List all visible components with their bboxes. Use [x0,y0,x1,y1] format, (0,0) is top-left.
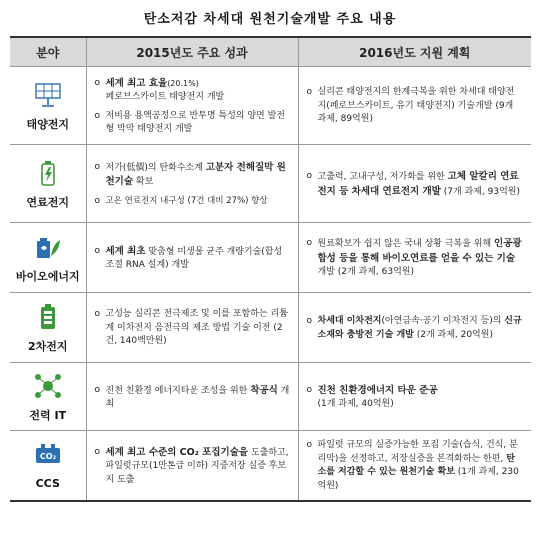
result-2015-cell [86,363,298,431]
category-label: 연료전지 [26,195,69,209]
co2-capture-icon [33,439,63,469]
rechargeable-battery-icon [33,302,63,332]
header-2015: 2015년도 주요 성과 [86,37,298,67]
category-cell [10,431,86,501]
list-item: o 저가(低價)의 탄화수소계 고분자 전해질막 원천기술 확보 [94,161,286,188]
result-2015-cell [86,145,298,223]
biofuel-icon [33,232,63,262]
category-label: 바이오에너지 [15,269,80,283]
plan-2016-cell [298,67,531,145]
category-label: 태양전지 [26,117,69,131]
list-item: o 차세대 이차전지(아연금속·공기 이차전지 등)의 신규소재와 충방전 기술 개발 (2개 과제, 20억원) [306,316,522,340]
plan-2016-cell [298,293,531,363]
table-row [10,293,531,363]
table-header-row [10,37,531,67]
table-row [10,363,531,431]
solar-panel-icon [33,80,63,110]
list-item: o 원료확보가 쉽지 않은 국내 상황 극복을 위해 인공광합성 등을 통해 바이오연료를 얻을 수 있는 기술 개발 (2개 과제, 63억원) [306,238,522,278]
result-2015-cell [86,431,298,501]
category-label: CCS [35,477,60,491]
page-title: 탄소저감 차세대 원천기술개발 주요 내용 [143,12,397,27]
category-cell [10,145,86,223]
table-row [10,67,531,145]
table-row [10,223,531,293]
category-cell [10,67,86,145]
list-item: o 실리콘 태양전지의 한계극복을 위한 차세대 태양전지(페로브스카이트, 유기 태양전지) 기술개발 (9개 과제, 89억원) [306,87,515,125]
result-2015-cell [86,223,298,293]
plan-2016-cell [298,145,531,223]
list-item: o 파일럿 규모의 실증가능한 포집 기술(습식, 건식, 분리막)을 선정하고, 저장실증을 본격화하는 한편, 탄소를 저감할 수 있는 원천기술 확보 (1개 과제, 230억원) [306,440,519,491]
header-2016: 2016년도 지원 계획 [298,37,531,67]
policy-table [10,36,531,502]
list-item: o 고출력, 고내구성, 저가화를 위한 고체 알칼리 연료전지 등 차세대 연료전지 개발 (7개 과제, 93억원) [306,171,520,197]
battery-icon [33,158,63,188]
result-2015-cell [86,293,298,363]
plan-2016-cell [298,223,531,293]
category-label: 전력 IT [29,408,67,422]
list-item: o 고성능 실리콘 전극제조 및 이를 포함하는 리튬계 이차전지 음전극의 제조 방법 기술 이전 (2건, 140백만원) [94,309,288,347]
list-item: o 고온 연료전지 내구성 (7건 대비 27%) 향상 [94,195,268,206]
smart-grid-icon [33,371,63,401]
table-row [10,431,531,501]
result-2015-cell [86,67,298,145]
category-cell [10,293,86,363]
category-label: 2차전지 [27,339,68,353]
list-item: o 세계 최초 맞춤형 미생물 균주 개량기술(합성조절 RNA 설계) 개발 [94,245,283,270]
header-field: 분야 [10,37,86,67]
list-item: o 저비용 용액공정으로 반투명 특성의 양면 발전형 박막 태양전지 개발 [94,110,285,134]
list-item: o 진천 친환경에너지 타운 준공 (1개 과제, 40억원) [306,384,438,409]
category-cell [10,223,86,293]
table-row [10,145,531,223]
list-item: o 세계 최고 효율(20.1%) 페로브스카이트 태양전지 개발 [94,77,225,102]
list-item: o 진천 친환경 에너지타운 조성을 위한 착공식 개최 [94,384,290,409]
plan-2016-cell [298,363,531,431]
list-item: o 세계 최고 수준의 CO₂ 포집기술을 도출하고, 파일럿규모(1만톤급 이하) 지중저장 실증 후보지 도출 [94,446,289,485]
plan-2016-cell [298,431,531,501]
svg-text:CO₂: CO₂ [39,452,56,462]
category-cell [10,363,86,431]
